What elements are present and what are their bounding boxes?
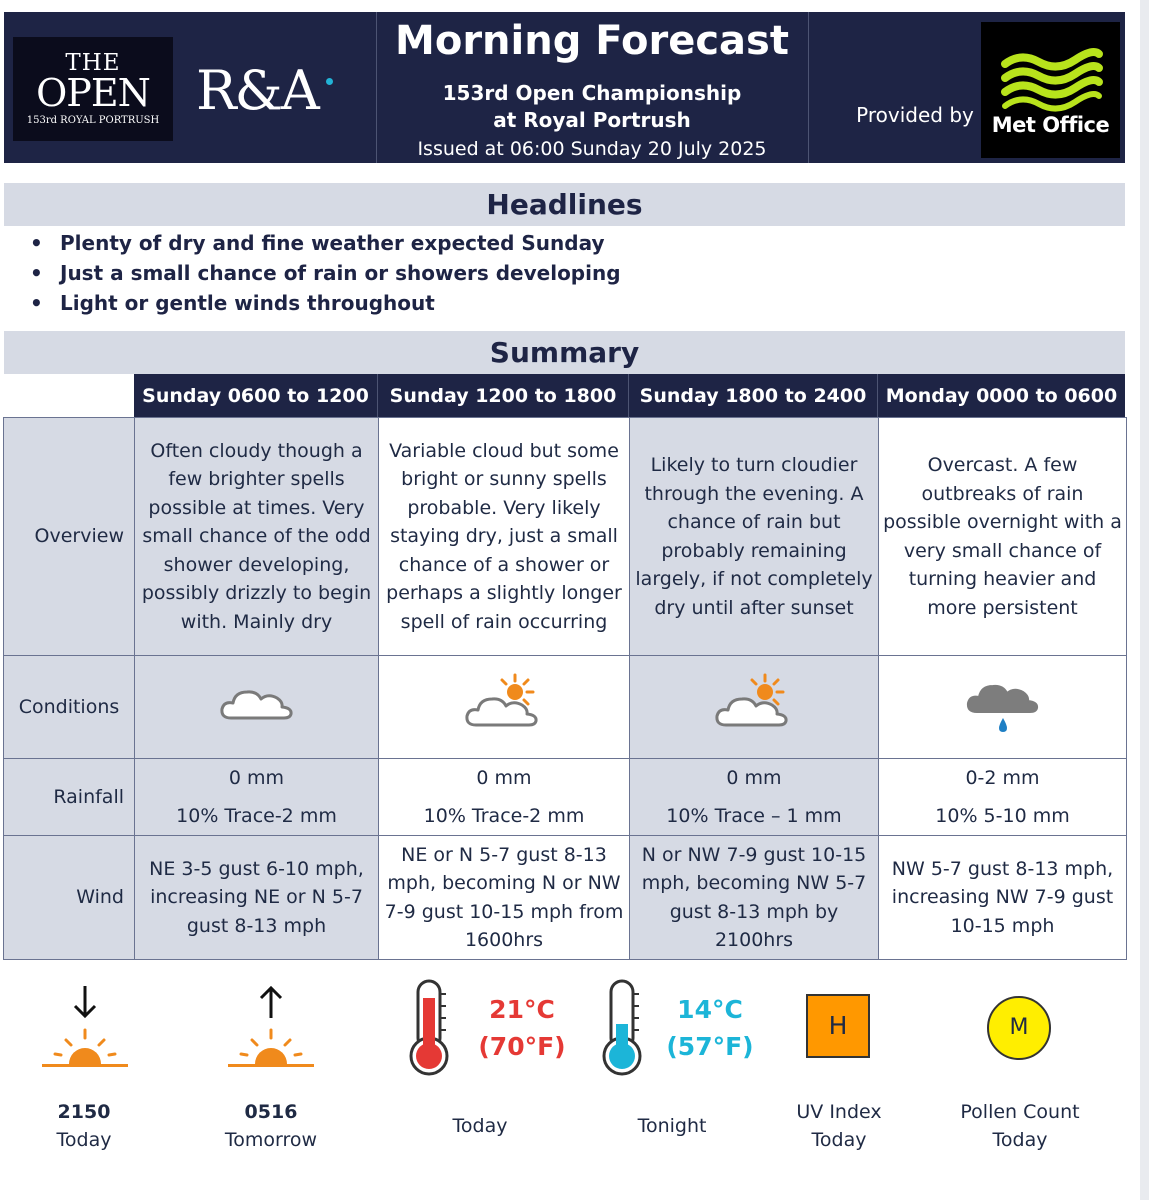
overview-cell: Variable cloud but some bright or sunny spells probable. Very likely staying dry, just a small chance of a shower or perhaps a slightly longer spell of rain occurring (379, 418, 630, 656)
rainfall-chance: 10% Trace-2 mm (423, 804, 585, 827)
page-edge (1140, 0, 1149, 1200)
uv-index-day: Today (811, 1129, 867, 1151)
condition-cell (879, 656, 1127, 759)
condition-cell (135, 656, 379, 759)
uv-index-badge: H (806, 994, 870, 1058)
rainfall-row (4, 759, 1127, 836)
rainfall-amount: 0 mm (228, 767, 285, 789)
headlines-list (30, 228, 621, 318)
row-label-conditions: Conditions (4, 656, 135, 759)
condition-cell (379, 656, 630, 759)
sunrise-label: Tomorrow (224, 1129, 318, 1151)
rainfall-cell (379, 759, 630, 836)
wind-cell: NE 3-5 gust 6-10 mph, increasing NE or N 5-7 gust 8-13 mph (135, 836, 379, 960)
max-temp-celsius: 21°C (489, 995, 555, 1024)
venue-subtitle: at Royal Portrush (493, 108, 691, 132)
rainfall-cell (879, 759, 1127, 836)
overview-cell: Often cloudy though a few brighter spells possible at times. Very small chance of the odd shower developing, possibly drizzly to begin with. Mainly dry (135, 418, 379, 656)
cloud-icon (217, 678, 297, 728)
rain-cloud-icon (963, 670, 1043, 736)
headline-item: • Light or gentle winds throughout (30, 288, 621, 318)
rainfall-amount: 0 mm (476, 767, 532, 789)
rainfall-amount: 0 mm (726, 767, 782, 789)
sunset-time: 2150 (57, 1101, 111, 1123)
wind-cell: NW 5-7 gust 8-13 mph, increasing NW 7-9 gust 10-15 mph (879, 836, 1127, 960)
provided-by-label: Provided by (856, 103, 974, 127)
period-header-row (134, 374, 1125, 417)
min-temp-label: Tonight (637, 1115, 707, 1137)
sunset-icon (38, 984, 132, 1074)
pollen-count-badge: M (987, 996, 1051, 1060)
sun-cloud-icon (464, 673, 544, 733)
overview-cell: Overcast. A few outbreaks of rain possible overnight with a very small chance of turning heavier and more persistent (879, 418, 1127, 656)
summary-heading: Summary (4, 331, 1125, 374)
period-header: Monday 0000 to 0600 (885, 385, 1118, 407)
championship-subtitle: 153rd Open Championship (442, 81, 742, 105)
row-label-rainfall: Rainfall (4, 759, 135, 836)
page-title: Morning Forecast (395, 18, 789, 64)
rainfall-cell (630, 759, 879, 836)
row-label-wind: Wind (4, 836, 135, 960)
wind-cell: NE or N 5-7 gust 8-13 mph, becoming N or NW 7-9 gust 10-15 mph from 1600hrs (379, 836, 630, 960)
rainfall-chance: 10% Trace – 1 mm (666, 804, 842, 827)
overview-cell: Likely to turn cloudier through the evening. A chance of rain but probably remaining largely, if not completely dry until after sunset (630, 418, 879, 656)
issued-time: Issued at 06:00 Sunday 20 July 2025 (417, 138, 767, 160)
met-office-logo: Met Office (981, 22, 1120, 158)
forecast-table (3, 417, 1127, 960)
min-temp-fahrenheit: (57°F) (666, 1032, 754, 1061)
period-header: Sunday 0600 to 1200 (134, 374, 378, 417)
overview-row (4, 418, 1127, 656)
thermometer-warm-icon (404, 978, 454, 1078)
sun-cloud-icon (714, 673, 794, 733)
wind-cell: N or NW 7-9 gust 10-15 mph, becoming NW 5-7 gust 8-13 mph by 2100hrs (630, 836, 879, 960)
rainfall-amount: 0-2 mm (965, 767, 1040, 789)
conditions-row (4, 656, 1127, 759)
rainfall-chance: 10% 5-10 mm (935, 804, 1070, 827)
period-header: Sunday 1800 to 2400 (629, 374, 878, 417)
the-open-logo: THE OPEN 153rd ROYAL PORTRUSH (13, 37, 173, 141)
r-and-a-logo: R&A (196, 60, 336, 122)
row-label-overview: Overview (4, 418, 135, 656)
pollen-count-day: Today (992, 1129, 1048, 1151)
thermometer-cool-icon (597, 978, 647, 1078)
period-header: Sunday 1200 to 1800 (378, 374, 629, 417)
headline-item: • Just a small chance of rain or showers developing (30, 258, 621, 288)
min-temp-celsius: 14°C (677, 995, 743, 1024)
headline-item: • Plenty of dry and fine weather expected Sunday (30, 228, 621, 258)
rainfall-cell (135, 759, 379, 836)
max-temp-fahrenheit: (70°F) (478, 1032, 566, 1061)
wind-row (4, 836, 1127, 960)
sunrise-icon (224, 984, 318, 1074)
sunset-label: Today (56, 1129, 112, 1151)
condition-cell (630, 656, 879, 759)
uv-index-label: UV Index (796, 1101, 882, 1123)
max-temp-label: Today (452, 1115, 508, 1137)
pollen-count-label: Pollen Count (960, 1101, 1080, 1123)
headlines-heading: Headlines (4, 183, 1125, 226)
sunrise-time: 0516 (244, 1101, 298, 1123)
rainfall-chance: 10% Trace-2 mm (176, 804, 337, 827)
